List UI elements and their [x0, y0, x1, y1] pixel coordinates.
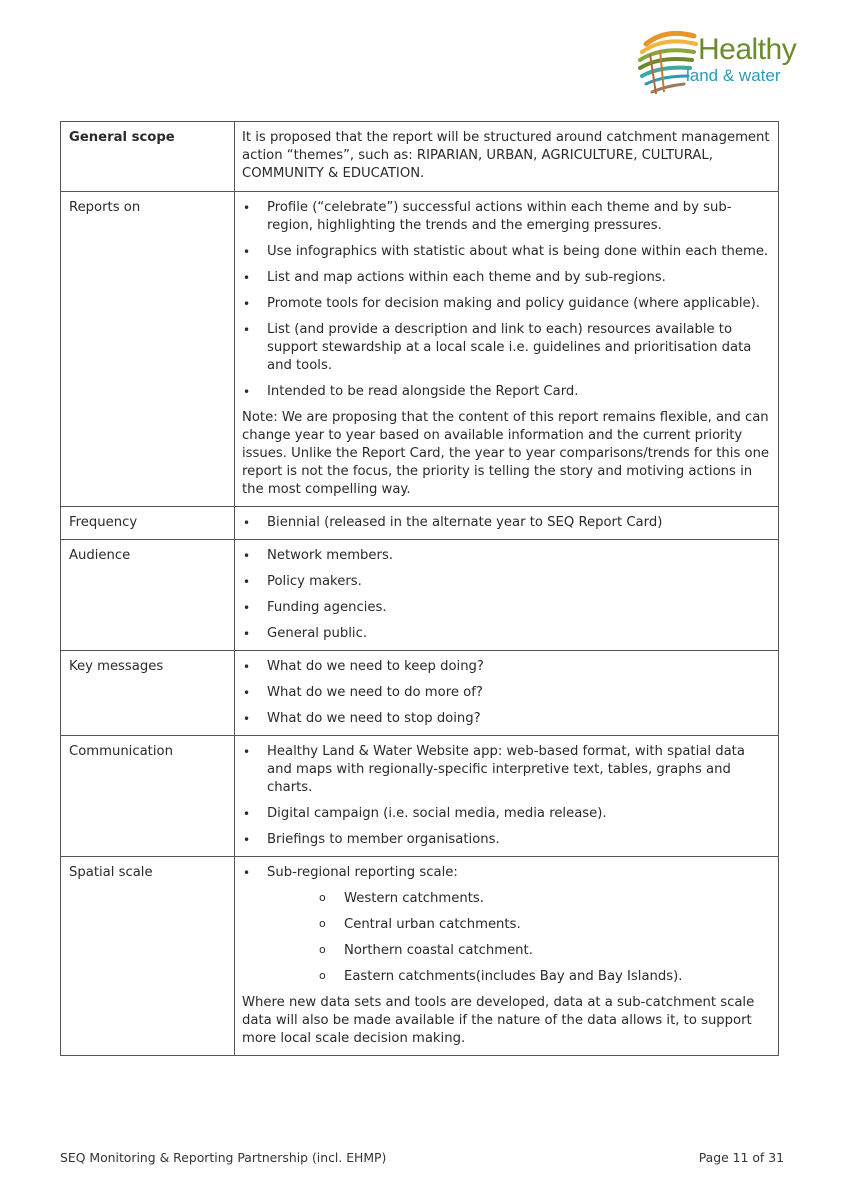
- general-scope-label: General scope: [61, 122, 235, 192]
- list-item: • Funding agencies.: [242, 599, 770, 617]
- list-item: [242, 864, 770, 986]
- table-row-reports-on: [61, 192, 779, 507]
- list-item: • Biennial (released in the alternate year to SEQ Report Card): [242, 514, 770, 532]
- list-item: • Use infographics with statistic about what is being done within each theme.: [242, 243, 770, 261]
- sub-list-item: o Central urban catchments.: [267, 916, 770, 934]
- page-number: Page 11 of 31: [698, 1150, 784, 1165]
- spatial-scale-list: [242, 864, 770, 986]
- brushstroke-logo-icon: [636, 24, 706, 104]
- spatial-scale-sublist: [267, 890, 770, 986]
- list-item: • What do we need to keep doing?: [242, 658, 770, 676]
- list-item: • Intended to be read alongside the Report Card.: [242, 383, 770, 401]
- footer-title: SEQ Monitoring & Reporting Partnership (incl. EHMP): [60, 1150, 387, 1165]
- communication-list: [242, 743, 770, 849]
- list-item: • List (and provide a description and link to each) resources available to support stewardship at a local scale i.e. guidelines and prioritisation data and tools.: [242, 321, 770, 375]
- sub-list-item: o Western catchments.: [267, 890, 770, 908]
- logo-text-main: Healthy: [698, 33, 797, 66]
- audience-list: [242, 547, 770, 643]
- sub-list-item: o Eastern catchments(includes Bay and Bay Islands).: [267, 968, 770, 986]
- table-row-general-scope: [61, 122, 779, 192]
- list-item: • What do we need to stop doing?: [242, 710, 770, 728]
- reports-on-content: [235, 192, 779, 507]
- list-item: • Briefings to member organisations.: [242, 831, 770, 849]
- communication-content: [235, 736, 779, 857]
- table-row-key-messages: [61, 651, 779, 736]
- reports-on-note: Note: We are proposing that the content of this report remains flexible, and can change year to year based on available information and the current priority issues. Unlike the Report Card, the year to year comparisons/trends for this one report is not the focus, the priority is telling the story and motiving actions in the most compelling way.: [242, 410, 770, 497]
- list-item: • Promote tools for decision making and policy guidance (where applicable).: [242, 295, 770, 313]
- sub-list-item: o Northern coastal catchment.: [267, 942, 770, 960]
- spatial-scale-item: Sub-regional reporting scale:: [267, 865, 458, 880]
- list-item: • What do we need to do more of?: [242, 684, 770, 702]
- scope-table: [60, 121, 779, 1056]
- list-item: • List and map actions within each theme and by sub-regions.: [242, 269, 770, 287]
- list-item: • General public.: [242, 625, 770, 643]
- audience-content: [235, 540, 779, 651]
- spatial-scale-content: [235, 857, 779, 1056]
- list-item: • Network members.: [242, 547, 770, 565]
- audience-label: Audience: [61, 540, 235, 651]
- frequency-list: [242, 514, 770, 532]
- healthy-land-water-logo: [636, 24, 816, 104]
- general-scope-text: It is proposed that the report will be structured around catchment management action “themes”, such as: RIPARIAN, URBAN, AGRICULTURE, CULTURAL, COMMUNITY & EDUCATION.: [235, 122, 779, 192]
- frequency-label: Frequency: [61, 507, 235, 540]
- table-row-frequency: [61, 507, 779, 540]
- list-item: • Healthy Land & Water Website app: web-based format, with spatial data and maps with regionally-specific interpretive text, tables, graphs and charts.: [242, 743, 770, 797]
- logo-text-sub: land & water: [686, 66, 781, 85]
- key-messages-content: [235, 651, 779, 736]
- table-row-communication: [61, 736, 779, 857]
- table-row-audience: [61, 540, 779, 651]
- list-item: • Profile (“celebrate”) successful actions within each theme and by sub-region, highlighting the trends and the emerging pressures.: [242, 199, 770, 235]
- spatial-scale-label: Spatial scale: [61, 857, 235, 1056]
- spatial-scale-note: Where new data sets and tools are developed, data at a sub-catchment scale data will also be made available if the nature of the data allows it, to support more local scale decision making.: [242, 995, 755, 1046]
- list-item: • Digital campaign (i.e. social media, media release).: [242, 805, 770, 823]
- reports-on-list: [242, 199, 770, 401]
- list-item: • Policy makers.: [242, 573, 770, 591]
- reports-on-label: Reports on: [61, 192, 235, 507]
- key-messages-label: Key messages: [61, 651, 235, 736]
- communication-label: Communication: [61, 736, 235, 857]
- frequency-content: [235, 507, 779, 540]
- table-row-spatial-scale: [61, 857, 779, 1056]
- key-messages-list: [242, 658, 770, 728]
